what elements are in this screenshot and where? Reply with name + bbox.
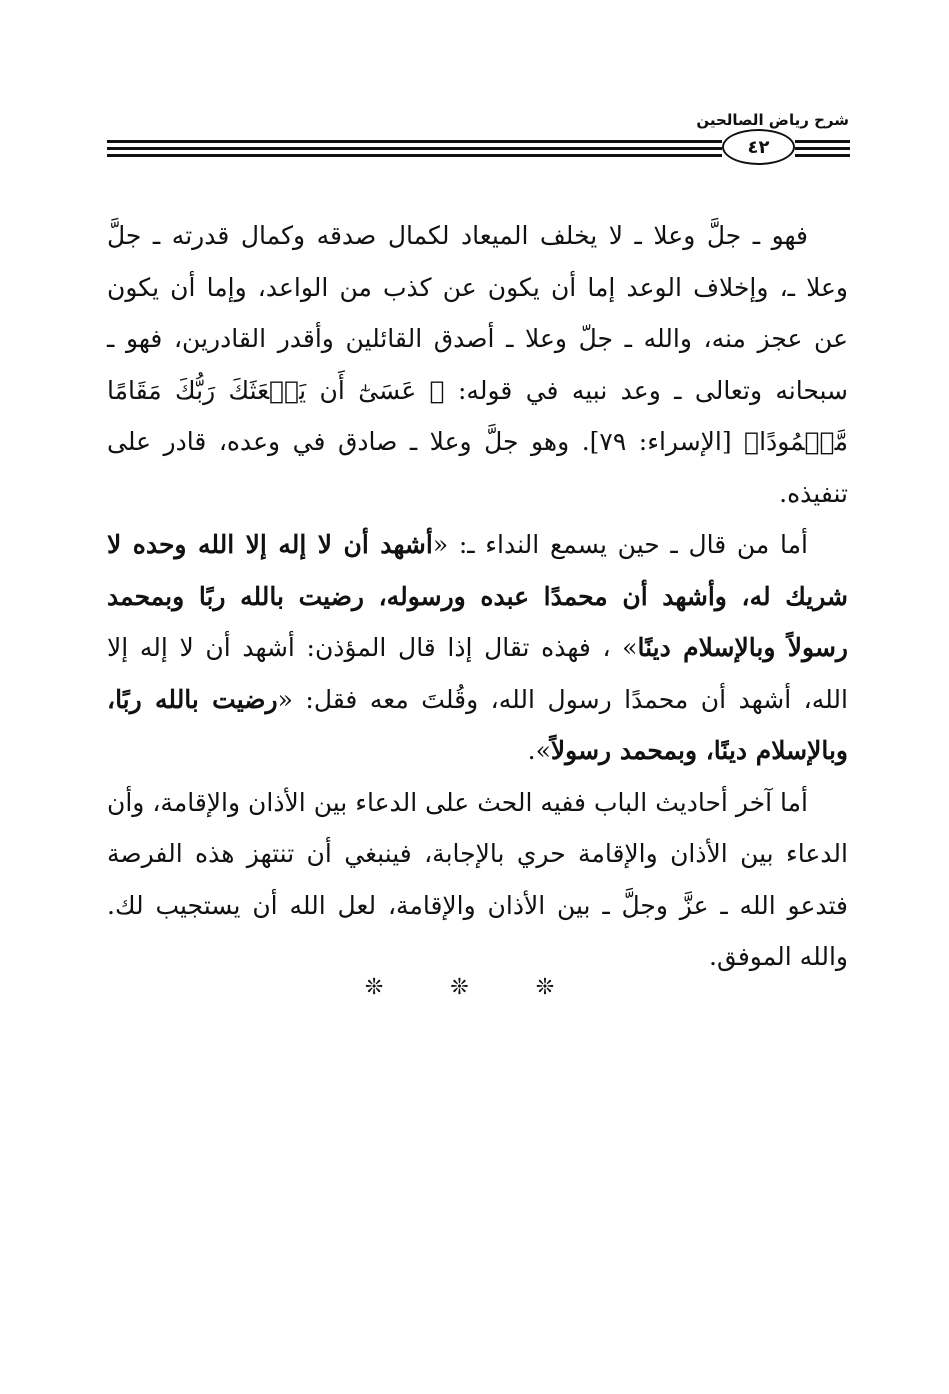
quran-verse: ﴿ عَسَىٰٓ أَن يَبۡعَثَكَ رَبُّكَ مَقَامًا مَّحۡمُودًا﴾ [107,375,849,456]
header-rule [107,147,722,150]
running-header-title: شرح رياض الصالحين [696,111,849,129]
page-number-text: ٤٢ [747,136,770,158]
page-number [722,129,795,165]
page-body [107,210,848,983]
hadith-quote: أشهد أن لا إله إلا الله وحده لا شريك له، وأشهد أن محمدًا عبده ورسوله، رضيت بالله ربًا وبمحمد رسولاً وبالإسلام دينًا [107,530,848,662]
hadith-quote: رضيت بالله ربًا، وبالإسلام دينًا، وبمحمد رسولاً [107,684,848,765]
header-rule [795,154,850,157]
paragraph-text: ». [527,736,551,765]
paragraph [107,519,848,777]
header-rule [795,147,850,150]
paragraph [107,210,848,519]
paragraph-text: فهو ـ جلَّ وعلا ـ لا يخلف الميعاد لكمال صدقه وكمال قدرته ـ جلَّ وعلا ـ، وإخلاف الوعد إما أن يكون عن كذب من الواعد، وإما أن يكون عن عجز منه، والله ـ جلّ وعلا ـ أصدق القائلين وأقدر القادرين، فهو ـ سبحانه وتعالى ـ وعد نبيه في قوله: [107,221,849,405]
header-rule [107,154,722,157]
header-rule [795,140,850,143]
paragraph: أما آخر أحاديث الباب ففيه الحث على الدعاء بين الأذان والإقامة، وأن الدعاء بين الأذان والإقامة حري بالإجابة، فينبغي أن تنتهز هذه الفرصة فتدعو الله ـ عزَّ وجلَّ ـ بين الأذان والإقامة، لعل الله أن يستجيب لك. والله الموفق. [107,787,848,971]
section-separator: ❊ ❊ ❊ [364,975,585,1000]
paragraph-text: أما من قال ـ حين يسمع النداء ـ: « [432,530,808,559]
paragraph-text: [الإسراء: ٧٩]. وهو جلَّ وعلا ـ صادق في وعده، قادر على تنفيذه. [107,427,848,508]
paragraph-text: » ، فهذه تقال إذا قال المؤذن: أشهد أن لا إله إلا الله، أشهد أن محمدًا رسول الله، وقُلتَ معه فقل: « [107,633,848,714]
header-rule [107,140,722,143]
